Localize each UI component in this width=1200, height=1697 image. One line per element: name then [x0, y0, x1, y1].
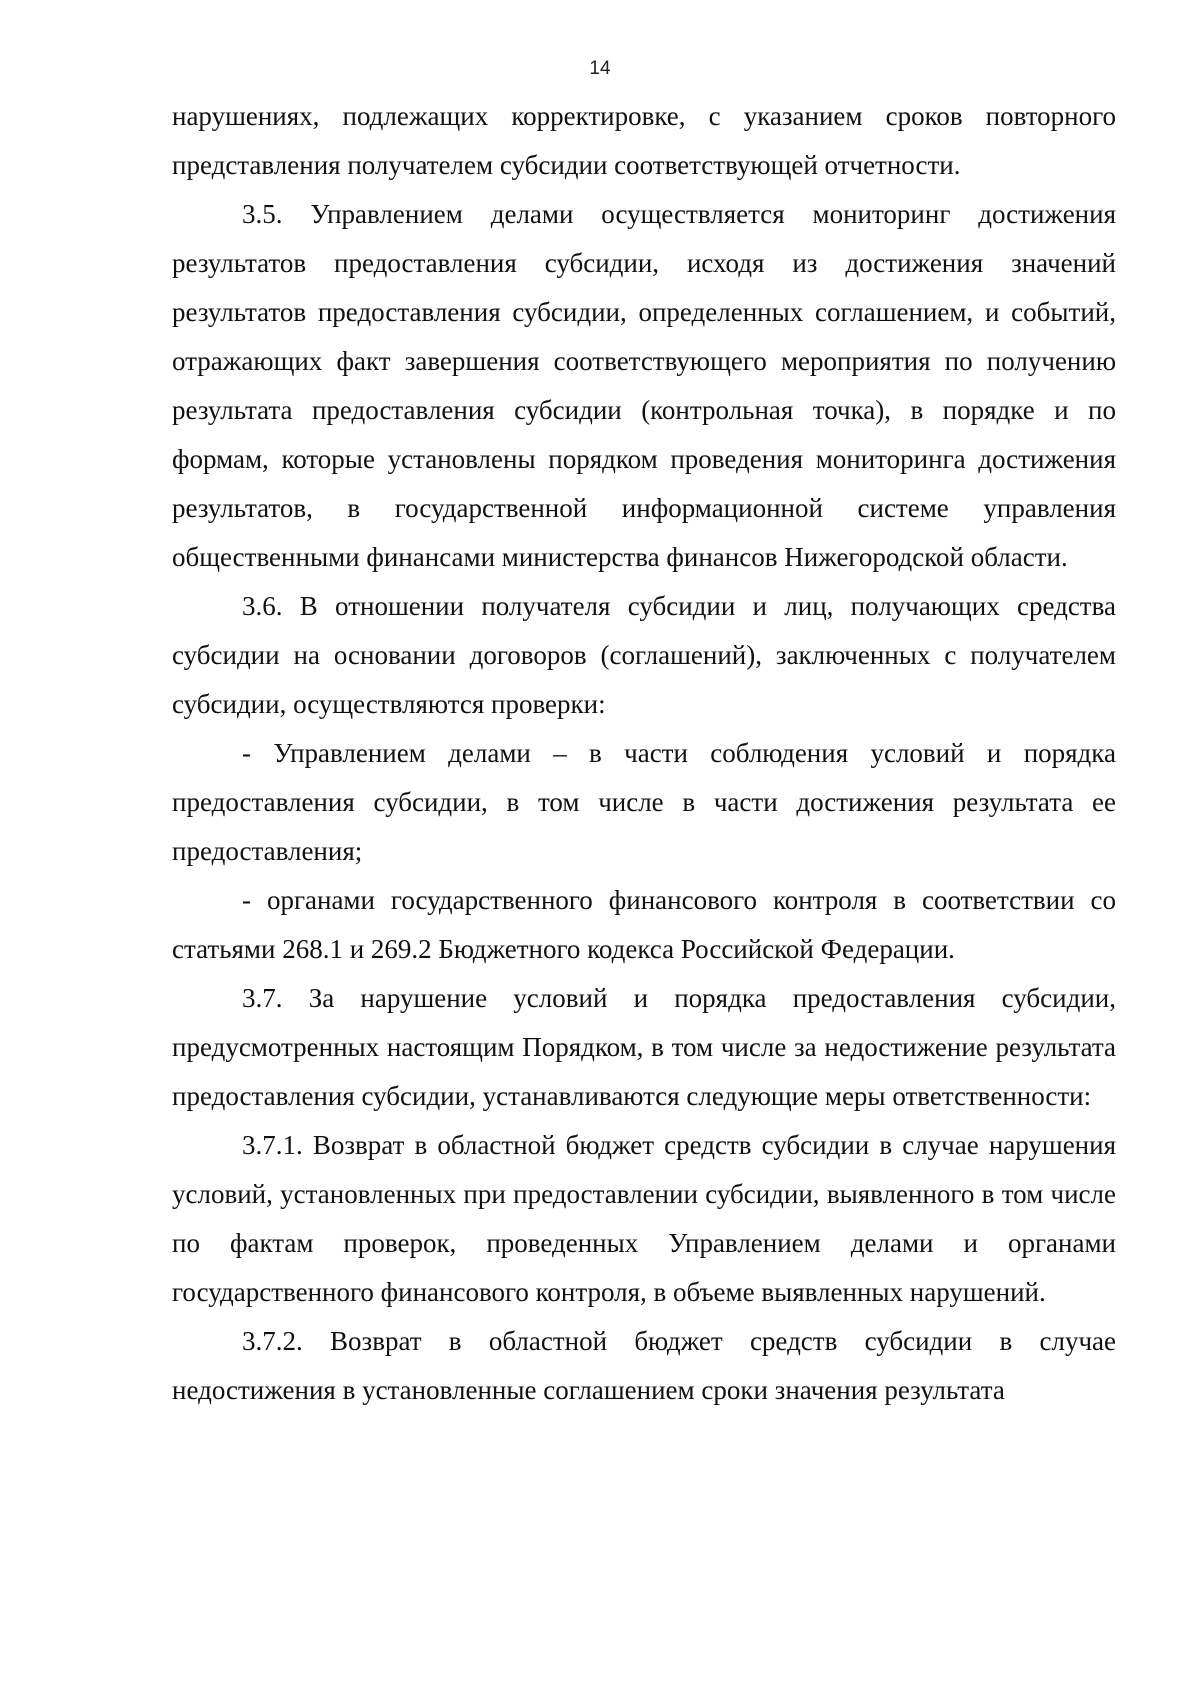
list-item-financial-control-checks: - органами государственного финансового контроля в соответствии со статьями 268.1 и 269.2 Бюджетного кодекса Российской Федерации. — [172, 885, 1116, 964]
page-number: 14 — [589, 58, 611, 79]
list-item-management-checks: - Управлением делами – в части соблюдения условий и порядка предоставления субсидии, в том числе в части достижения результата ее предоставления; — [172, 738, 1116, 866]
document-body — [172, 92, 1116, 1415]
paragraph-3-7: 3.7. За нарушение условий и порядка предоставления субсидии, предусмотренных настоящим Порядком, в том числе за недостижение результата предоставления субсидии, устанавливаются следующие меры ответственности: — [172, 983, 1116, 1111]
paragraph-continuation: нарушениях, подлежащих корректировке, с указанием сроков повторного представления получателем субсидии соответствующей отчетности. — [172, 101, 1116, 180]
paragraph-3-5: 3.5. Управлением делами осуществляется мониторинг достижения результатов предоставления субсидии, исходя из достижения значений результатов предоставления субсидии, определенных соглашением, и событий, отражающих факт завершения соответствующего мероприятия по получению результата предоставления субсидии (контрольная точка), в порядке и по формам, которые установлены порядком проведения мониторинга достижения результатов, в государственной информационной системе управления общественными финансами министерства финансов Нижегородской области. — [172, 199, 1116, 572]
paragraph-3-7-2: 3.7.2. Возврат в областной бюджет средств субсидии в случае недостижения в установленные соглашением сроки значения результата — [172, 1326, 1116, 1405]
paragraph-3-7-1: 3.7.1. Возврат в областной бюджет средств субсидии в случае нарушения условий, установленных при предоставлении субсидии, выявленного в том числе по фактам проверок, проведенных Управлением делами и органами государственного финансового контроля, в объеме выявленных нарушений. — [172, 1130, 1116, 1307]
paragraph-3-6: 3.6. В отношении получателя субсидии и лиц, получающих средства субсидии на основании договоров (соглашений), заключенных с получателем субсидии, осуществляются проверки: — [172, 591, 1116, 719]
